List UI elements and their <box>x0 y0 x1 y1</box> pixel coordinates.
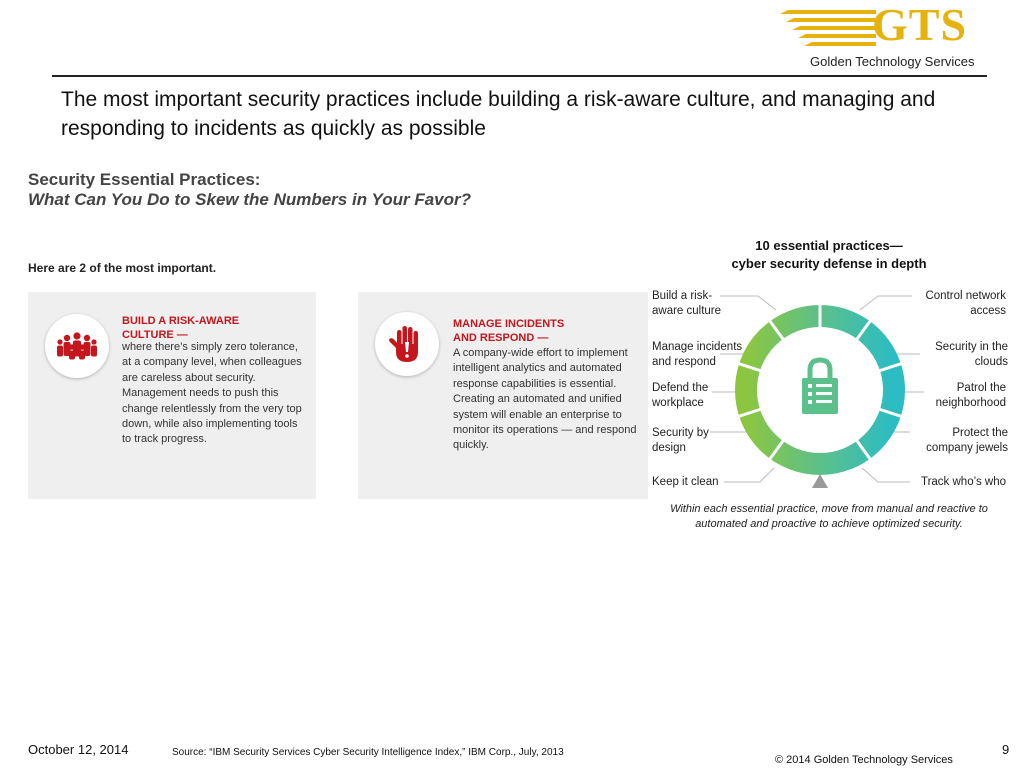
company-logo <box>780 2 980 72</box>
card-badge <box>375 312 439 376</box>
footer-date: October 12, 2014 <box>28 742 129 757</box>
footer-copyright: © 2014 Golden Technology Services <box>775 754 953 766</box>
practice-track-whos-who: Track who’s who <box>920 476 1006 488</box>
card-badge <box>45 314 109 378</box>
section-title: Security Essential Practices: <box>28 170 261 189</box>
practice-defend-workplace: Defend the workplace <box>652 382 709 409</box>
header-rule <box>52 75 987 77</box>
card-body: where there’s simply zero tolerance, at a company level, when colleagues are careless about security. Management needs to push this change relentlessly from the very top down, while also implementing tools to track progress. <box>122 341 302 446</box>
practice-keep-it-clean: Keep it clean <box>652 476 719 488</box>
padlock-icon <box>802 360 838 414</box>
raised-hand-icon <box>375 312 439 376</box>
card-risk-aware-culture <box>28 292 316 499</box>
ring-pointer-icon <box>812 474 828 488</box>
people-group-icon <box>45 314 109 378</box>
practice-control-network-access: Control network access <box>925 290 1006 317</box>
practice-security-in-clouds: Security in the clouds <box>935 341 1008 368</box>
practice-manage-incidents: Manage incidents and respond <box>652 341 743 368</box>
footer-source: Source: “IBM Security Services Cyber Security Intelligence Index,” IBM Corp., July, 2013 <box>172 747 564 758</box>
practices-title: 10 essential practices— cyber security defense in depth <box>731 238 927 271</box>
card-manage-incidents <box>358 292 648 499</box>
practice-build-risk-aware-culture: Build a risk- aware culture <box>652 290 722 317</box>
logo-mark: GTS <box>872 0 968 50</box>
practice-patrol-neighborhood: Patrol the neighborhood <box>935 382 1006 409</box>
practice-protect-company-jewels: Protect the company jewels <box>926 427 1008 454</box>
card-heading: BUILD A RISK-AWARE CULTURE — <box>122 315 240 341</box>
practices-note: Within each essential practice, move from manual and reactive to automated and proactive to achieve optimized security. <box>670 503 988 530</box>
section-lead: Here are 2 of the most important. <box>28 261 217 275</box>
logo-subtitle: Golden Technology Services <box>810 54 975 69</box>
logo-speed-lines <box>780 8 880 48</box>
practice-security-by-design: Security by design <box>652 427 709 454</box>
card-heading: MANAGE INCIDENTS AND RESPOND — <box>453 318 565 344</box>
page-number: 9 <box>1002 742 1010 757</box>
section-subtitle: What Can You Do to Skew the Numbers in Your Favor? <box>28 190 471 209</box>
slide-headline: The most important security practices include building a risk-aware culture, and managing and responding to incidents as quickly as possible <box>61 88 936 140</box>
card-body: A company-wide effort to implement intelligent analytics and automated response capabilities is essential. Creating an automated and unified system will enable an enterprise to monitor its operations — and respond quickly. <box>453 347 637 452</box>
